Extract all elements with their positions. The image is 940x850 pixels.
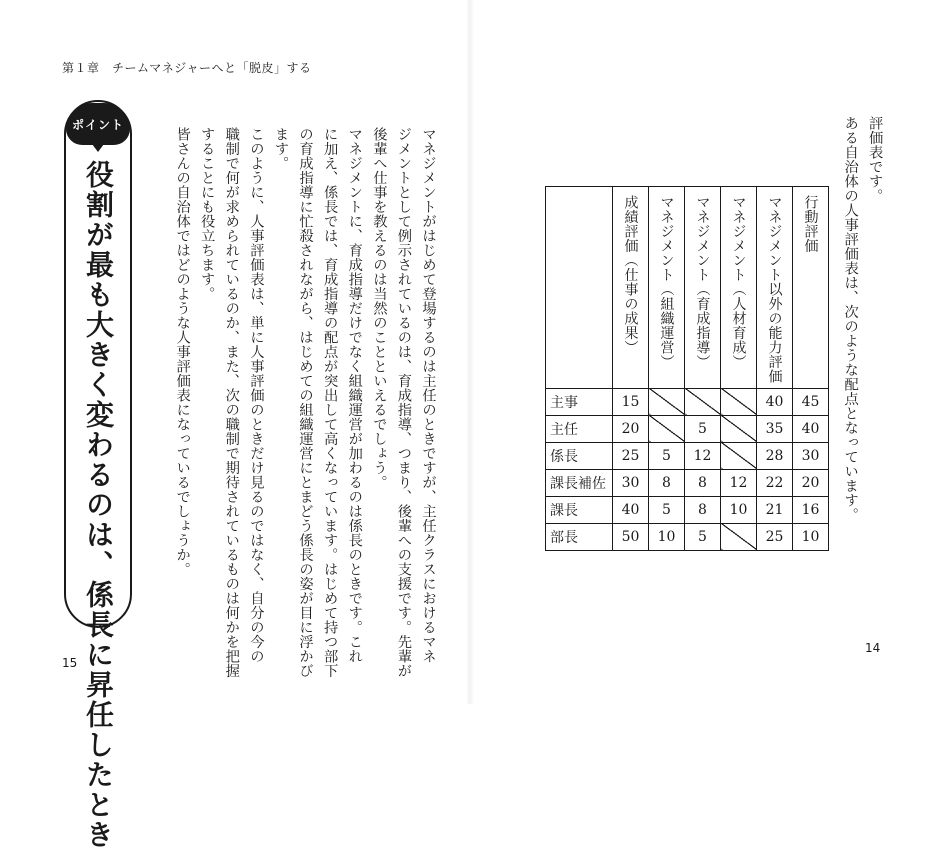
table-cell: 8: [685, 496, 721, 523]
table-cell-not-applicable: [649, 415, 685, 442]
body-line: 職制で何が求められているのか、また、次の職制で期待されているものは何かを把握: [223, 127, 240, 678]
table-cell: 21: [757, 496, 793, 523]
table-cell: 35: [757, 415, 793, 442]
body-line: ます。: [272, 127, 289, 171]
table-corner-cell: [546, 187, 613, 389]
column-header: マネジメント（人材育成）: [721, 187, 757, 389]
table-cell: 40: [793, 415, 829, 442]
table-cell: 5: [649, 496, 685, 523]
table-cell: 40: [757, 388, 793, 415]
table-cell-not-applicable: [721, 388, 757, 415]
table-row: [546, 442, 829, 469]
table-cell: 25: [613, 442, 649, 469]
column-header: マネジメント（育成指導）: [685, 187, 721, 389]
body-line: することにも役立ちます。: [199, 127, 216, 301]
table-cell: 45: [793, 388, 829, 415]
table-cell-not-applicable: [685, 388, 721, 415]
body-line: 後輩へ仕事を教えるのは当然のことといえるでしょう。: [371, 127, 388, 490]
table-row: [546, 523, 829, 550]
table-row: [546, 415, 829, 442]
left-page-body: [170, 127, 441, 678]
running-head: 第１章 チームマネジャーへと「脱皮」する: [62, 61, 312, 75]
body-line: ある自治体の人事評価表は、次のような配点となっています。: [842, 116, 859, 522]
table-cell: 5: [685, 415, 721, 442]
row-header: 係長: [546, 442, 613, 469]
table-cell: 30: [793, 442, 829, 469]
table-cell: 30: [613, 469, 649, 496]
table-cell: 28: [757, 442, 793, 469]
table-cell-not-applicable: [721, 442, 757, 469]
table-cell: 8: [649, 469, 685, 496]
table-cell: 5: [649, 442, 685, 469]
table-cell-not-applicable: [721, 415, 757, 442]
row-header: 主事: [546, 388, 613, 415]
table-cell: 8: [685, 469, 721, 496]
body-line: マネジメントに、育成指導だけでなく組織運営が加わるのは係長のときです。これ: [346, 127, 363, 664]
table-cell-not-applicable: [649, 388, 685, 415]
body-line: の育成指導に忙殺されながら、はじめての組織運営にとまどう係長の姿が目に浮かび: [297, 127, 314, 678]
right-page-body: [838, 116, 887, 522]
table-cell: 10: [721, 496, 757, 523]
table-cell: 40: [613, 496, 649, 523]
column-header: 成績評価（仕事の成果）: [613, 187, 649, 389]
table-cell: 5: [685, 523, 721, 550]
book-gutter: [466, 0, 474, 704]
column-header: マネジメント（組織運営）: [649, 187, 685, 389]
table-header-row: [546, 187, 829, 389]
table-cell: 12: [685, 442, 721, 469]
table-cell: 15: [613, 388, 649, 415]
body-line: に加え、係長では、育成指導の配点が突出して高くなっています。はじめて持つ部下: [322, 127, 339, 678]
body-line: 評価表です。: [867, 116, 884, 203]
row-header: 主任: [546, 415, 613, 442]
table-cell: 20: [793, 469, 829, 496]
row-header: 部長: [546, 523, 613, 550]
table-row: [546, 469, 829, 496]
body-line: 皆さんの自治体ではどのような人事評価表になっているでしょうか。: [174, 127, 191, 577]
row-header: 課長: [546, 496, 613, 523]
body-line: マネジメントがはじめて登場するのは主任のときですが、主任クラスにおけるマネ: [420, 127, 437, 664]
table-cell: 50: [613, 523, 649, 550]
table-cell: 22: [757, 469, 793, 496]
column-header: 行動評価: [793, 187, 829, 389]
table-row: [546, 388, 829, 415]
table-cell: 12: [721, 469, 757, 496]
row-header: 課長補佐: [546, 469, 613, 496]
table-cell: 10: [649, 523, 685, 550]
table-cell: 25: [757, 523, 793, 550]
table-cell-not-applicable: [721, 523, 757, 550]
page-number-right: 14: [865, 641, 881, 655]
point-badge: ポイント: [66, 103, 130, 145]
column-header: マネジメント以外の能力評価: [757, 187, 793, 389]
page-number-left: 15: [62, 656, 78, 670]
body-line: ジメントとして例示されているのは、育成指導、つまり、後輩への支援です。先輩が: [395, 127, 412, 678]
point-title: 役割が最も大きく変わるのは、係長に昇任したとき: [82, 160, 115, 850]
body-line: このように、人事評価表は、単に人事評価のときだけ見るのではなく、自分の今の: [248, 127, 265, 664]
table-cell: 16: [793, 496, 829, 523]
table-row: [546, 496, 829, 523]
evaluation-table: [545, 186, 829, 551]
table-cell: 20: [613, 415, 649, 442]
table-cell: 10: [793, 523, 829, 550]
